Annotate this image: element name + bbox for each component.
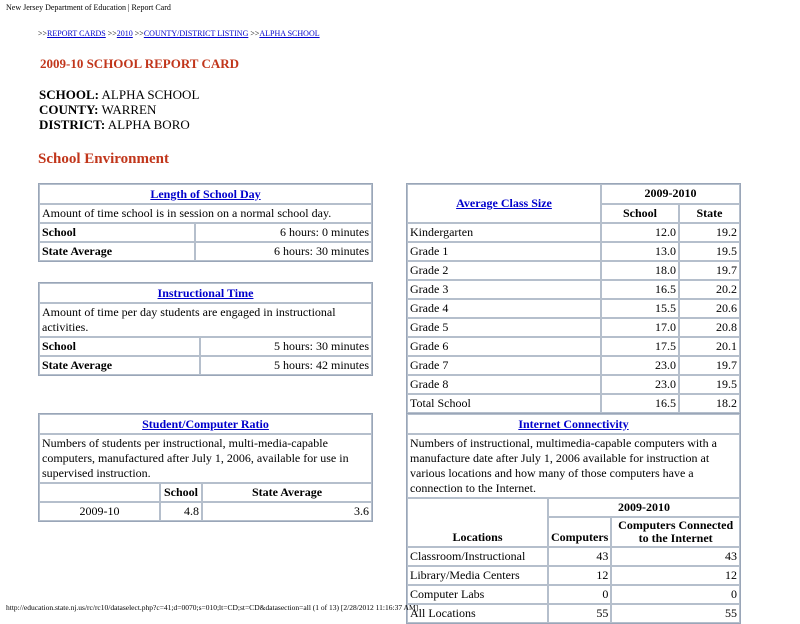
state-class-size: 19.2	[679, 223, 740, 242]
breadcrumb-separator: >>	[134, 29, 144, 38]
row-value: 5 hours: 42 minutes	[200, 356, 372, 375]
school-name: ALPHA SCHOOL	[101, 87, 200, 102]
length-of-day-link[interactable]: Length of School Day	[150, 186, 261, 201]
row-value: 6 hours: 30 minutes	[195, 242, 372, 261]
grade-label: Grade 4	[407, 299, 601, 318]
grade-label: Grade 2	[407, 261, 601, 280]
table-row	[407, 337, 740, 356]
computers-count: 12	[548, 566, 611, 585]
grade-label: Grade 7	[407, 356, 601, 375]
row-label: School	[39, 337, 200, 356]
table-row	[39, 337, 372, 356]
computer-ratio-link[interactable]: Student/Computer Ratio	[142, 416, 269, 431]
grade-label: Grade 3	[407, 280, 601, 299]
col-school: School	[160, 483, 202, 502]
class-size-table	[406, 183, 741, 414]
connected-count: 12	[611, 566, 740, 585]
table-row	[407, 242, 740, 261]
breadcrumb-separator: >>	[107, 29, 117, 38]
col-computers: Computers	[548, 517, 611, 547]
table-row	[407, 318, 740, 337]
table-row	[407, 604, 740, 623]
table-row	[407, 585, 740, 604]
connected-count: 0	[611, 585, 740, 604]
table-row	[407, 356, 740, 375]
row-year: 2009-10	[39, 502, 160, 521]
table-row	[407, 280, 740, 299]
computers-count: 55	[548, 604, 611, 623]
grade-label: Grade 6	[407, 337, 601, 356]
length-of-day-table	[38, 183, 373, 262]
breadcrumb-alpha-school[interactable]: ALPHA SCHOOL	[259, 29, 320, 38]
state-class-size: 18.2	[679, 394, 740, 413]
connected-count: 55	[611, 604, 740, 623]
instructional-time-link[interactable]: Instructional Time	[157, 285, 254, 300]
breadcrumb-separator: >>	[250, 29, 260, 38]
state-class-size: 19.7	[679, 356, 740, 375]
table-row	[39, 223, 372, 242]
browser-title: New Jersey Department of Education | Report Card	[6, 3, 171, 12]
grade-label: Grade 8	[407, 375, 601, 394]
internet-table	[406, 413, 741, 624]
state-class-size: 20.8	[679, 318, 740, 337]
state-ratio: 3.6	[202, 502, 372, 521]
school-class-size: 16.5	[601, 280, 679, 299]
school-label: SCHOOL:	[39, 87, 99, 102]
footer-url: http://education.state.nj.us/rc/rc10/dataselect.php?c=41;d=0070;s=010;lt=CD;st=CD&datasection=all (1 of 13) [2/28/2012 11:16:37 AM]	[6, 603, 419, 612]
breadcrumb-separator: >>	[38, 29, 48, 38]
breadcrumb-2010[interactable]: 2010	[116, 29, 133, 38]
row-label: State Average	[39, 356, 200, 375]
class-size-link[interactable]: Average Class Size	[456, 196, 552, 210]
table-row	[39, 356, 372, 375]
grade-label: Grade 1	[407, 242, 601, 261]
col-state: State	[679, 204, 740, 224]
computers-count: 43	[548, 547, 611, 566]
school-class-size: 12.0	[601, 223, 679, 242]
school-class-size: 23.0	[601, 356, 679, 375]
school-class-size: 18.0	[601, 261, 679, 280]
state-class-size: 19.7	[679, 261, 740, 280]
state-class-size: 19.5	[679, 375, 740, 394]
class-size-year: 2009-2010	[601, 184, 740, 204]
row-label: State Average	[39, 242, 195, 261]
school-class-size: 17.0	[601, 318, 679, 337]
state-class-size: 20.2	[679, 280, 740, 299]
school-class-size: 15.5	[601, 299, 679, 318]
table-row	[407, 394, 740, 413]
location-label: Computer Labs	[407, 585, 548, 604]
instructional-time-description: Amount of time per day students are engaged in instructional activities.	[39, 303, 372, 337]
report-title: 2009-10 SCHOOL REPORT CARD	[40, 56, 240, 71]
table-row	[407, 223, 740, 242]
table-row	[39, 242, 372, 261]
school-ratio: 4.8	[160, 502, 202, 521]
row-value: 5 hours: 30 minutes	[200, 337, 372, 356]
computer-ratio-description: Numbers of students per instructional, multi-media-capable computers, manufactured after July 1, 2006, available for use in supervised instruction.	[39, 434, 372, 483]
length-of-day-description: Amount of time school is in session on a normal school day.	[39, 204, 372, 223]
col-school: School	[601, 204, 679, 224]
state-class-size: 20.6	[679, 299, 740, 318]
school-info	[39, 87, 199, 132]
col-connected: Computers Connected to the Internet	[611, 517, 740, 547]
county-name: WARREN	[101, 102, 157, 117]
school-class-size: 23.0	[601, 375, 679, 394]
internet-year: 2009-2010	[548, 498, 740, 517]
state-class-size: 20.1	[679, 337, 740, 356]
breadcrumb-report-cards[interactable]: REPORT CARDS	[47, 29, 106, 38]
breadcrumb	[38, 29, 320, 38]
connected-count: 43	[611, 547, 740, 566]
breadcrumb-county-district-listing[interactable]: COUNTY/DISTRICT LISTING	[143, 29, 249, 38]
county-label: COUNTY:	[39, 102, 99, 117]
location-label: Library/Media Centers	[407, 566, 548, 585]
school-class-size: 13.0	[601, 242, 679, 261]
state-class-size: 19.5	[679, 242, 740, 261]
table-row	[407, 566, 740, 585]
table-row	[407, 261, 740, 280]
grade-label: Kindergarten	[407, 223, 601, 242]
school-class-size: 17.5	[601, 337, 679, 356]
row-label: School	[39, 223, 195, 242]
row-value: 6 hours: 0 minutes	[195, 223, 372, 242]
table-row	[39, 502, 372, 521]
internet-description: Numbers of instructional, multimedia-capable computers with a manufacture date after July 1, 2006 available for instruction at various locations and how many of those computers have a connection to the Internet.	[407, 434, 740, 498]
school-class-size: 16.5	[601, 394, 679, 413]
section-title: School Environment	[38, 151, 169, 167]
computers-count: 0	[548, 585, 611, 604]
table-row	[407, 375, 740, 394]
table-row	[407, 299, 740, 318]
district-name: ALPHA BORO	[107, 117, 190, 132]
instructional-time-table	[38, 282, 373, 376]
district-label: DISTRICT:	[39, 117, 106, 132]
grade-label: Grade 5	[407, 318, 601, 337]
col-state-average: State Average	[202, 483, 372, 502]
grade-label: Total School	[407, 394, 601, 413]
computer-ratio-table	[38, 413, 373, 522]
location-label: Classroom/Instructional	[407, 547, 548, 566]
col-locations: Locations	[407, 498, 548, 547]
internet-link[interactable]: Internet Connectivity	[518, 416, 629, 431]
table-row	[407, 547, 740, 566]
location-label: All Locations	[407, 604, 548, 623]
